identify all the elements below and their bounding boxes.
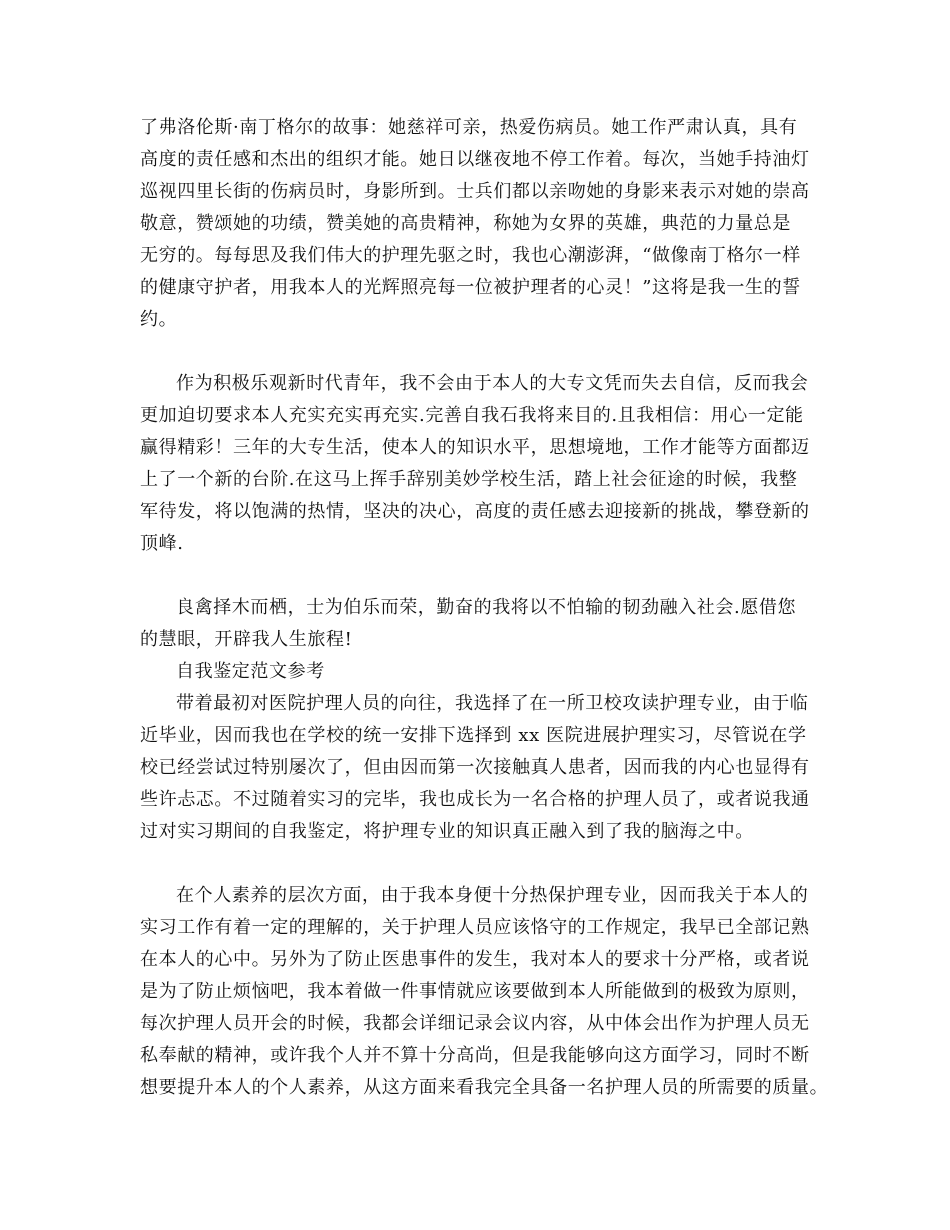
body-text-line: 些许忐忑。不过随着实习的完毕，我也成长为一名合格的护理人员了，或者说我通 (140, 789, 810, 810)
body-text-line: 想要提升本人的个人素养，从这方面来看我完全具备一名护理人员的所需要的质量。 (140, 1077, 829, 1098)
body-text-line: 更加迫切要求本人充实充实再充实.完善自我石我将来目的.且我相信：用心一定能 (140, 405, 804, 426)
body-text-line: 私奉献的精神，或许我个人并不算十分高尚，但是我能够向这方面学习，同时不断 (140, 1045, 810, 1066)
body-text-line: 是为了防止烦恼吧，我本着做一件事情就应该要做到本人所能做到的极致为原则， (140, 981, 810, 1002)
body-text-line: 的健康守护者，用我本人的光辉照亮每一位被护理者的心灵！”这将是我一生的誓 (140, 277, 801, 298)
body-text-line: 在个人素养的层次方面，由于我本身便十分热保护理专业，因而我关于本人的 (176, 885, 809, 906)
body-text-line: 带着最初对医院护理人员的向往，我选择了在一所卫校攻读护理专业，由于临 (176, 693, 809, 714)
body-text-line: 在本人的心中。另外为了防止医患事件的发生，我对本人的要求十分严格，或者说 (140, 949, 810, 970)
body-text-line: 赢得精彩！三年的大专生活，使本人的知识水平，思想境地，工作才能等方面都迈 (140, 437, 810, 458)
body-text-line: 良禽择木而栖，士为伯乐而荣，勤奋的我将以不怕输的韧劲融入社会.愿借您 (176, 597, 797, 618)
body-text-line: 每次护理人员开会的时候，我都会详细记录会议内容，从中体会出作为护理人员无 (140, 1013, 810, 1034)
body-text-line: 敬意，赞颂她的功绩，赞美她的高贵精神，称她为女界的英雄，典范的力量总是 (140, 213, 791, 234)
section-heading: 自我鉴定范文参考 (176, 661, 325, 682)
body-text-line: 高度的责任感和杰出的组织才能。她日以继夜地不停工作着。每次，当她手持油灯 (140, 149, 810, 170)
body-text-line: 了弗洛伦斯·南丁格尔的故事：她慈祥可亲，热爱伤病员。她工作严肃认真，具有 (140, 117, 798, 138)
body-text-line: 顶峰. (140, 533, 184, 554)
body-text-line: 作为积极乐观新时代青年，我不会由于本人的大专文凭而失去自信，反而我会 (176, 373, 809, 394)
body-text-line: 过对实习期间的自我鉴定，将护理专业的知识真正融入到了我的脑海之中。 (140, 821, 754, 842)
body-text-line: 上了一个新的台阶.在这马上挥手辞别美妙学校生活，踏上社会征途的时候，我整 (140, 469, 798, 490)
body-text-line: 约。 (140, 309, 178, 330)
body-text-line: 的慧眼，开辟我人生旅程! (140, 629, 353, 650)
body-text-line: 校已经尝试过特别屡次了，但由因而第一次接触真人患者，因而我的内心也显得有 (140, 757, 810, 778)
body-text-line: 无穷的。每每思及我们伟大的护理先驱之时，我也心潮澎湃，“做像南丁格尔一样 (140, 245, 801, 266)
body-text-line: 巡视四里长街的伤病员时，身影所到。士兵们都以亲吻她的身影来表示对她的崇高 (140, 181, 810, 202)
body-text-line: 军待发，将以饱满的热情，坚决的决心，高度的责任感去迎接新的挑战，攀登新的 (140, 501, 810, 522)
body-text-line: 近毕业，因而我也在学校的统一安排下选择到 xx 医院进展护理实习，尽管说在学 (140, 725, 807, 746)
body-text-line: 实习工作有着一定的理解的，关于护理人员应该恪守的工作规定，我早已全部记熟 (140, 917, 810, 938)
